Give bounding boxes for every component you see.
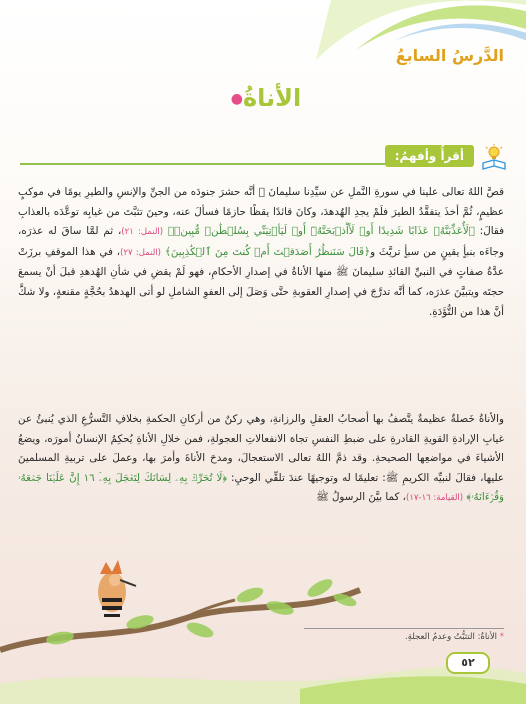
- ref-al-qiyamah: (القيامة: ١٦-١٧): [406, 493, 464, 504]
- lesson-label: الدَّرسُ السابعُ: [395, 46, 504, 65]
- ref-an-naml-27: (النمل: ٢٧): [120, 247, 161, 258]
- p1-line-3: وكانَ قائدًا يقظًا حازمًا فسألَ عنه، وحينَ تثبَّتَ من غيابِه توعَّدَه بالعذابِ فقالَ:: [18, 205, 505, 238]
- title-text: الأناةُ: [242, 84, 302, 112]
- p1-line-2: الجنِّ والإنسِ والطيرِ يومًا في موكبٍ عظيمٍ، ثُمَّ أخذَ يتفقَّدُ الطيرَ فلَمْ يجدِ الهُدهدَ،: [18, 186, 504, 218]
- section-label: أقرأُ وأفهمُ:: [385, 145, 474, 167]
- p1-line-7: الأحكامِ، فهو لَمْ يقضِ في شأنِ الهُدهدِ قبلَ أنْ يسمعَ حجتَه ويتبيَّنَ عذرَه، كما أنَّه: [18, 266, 504, 298]
- p2-line-4: مواضعِها الصحيحةِ. وقد ذمَّ اللهُ تعالى الاستعجالَ، ومدحَ الأناةَ وأمرَ بها، وعملَ على: [89, 452, 453, 465]
- p2-line-2: الحكمةِ بخلافِ التَّسرُّعِ الذي يُنبئُ عن غيابِ الإرادةِ القويةِ القادرةِ على ضبطِ النفسِ: [18, 413, 505, 445]
- p2-line-6: ، كما بيَّنَ الرسولُ ﷺ: [316, 491, 407, 504]
- ayah-an-naml-27: ﴿قَالَ سَنَنظُرُ أَصَدَقۡتَ أَمۡ كُنتَ مِنَ ٱلۡكَٰذِبِينَ﴾: [164, 245, 371, 258]
- paragraph-2: [18, 410, 504, 509]
- footnote-divider: [304, 628, 504, 629]
- p1-line-4: ، ثم لمَّا ساقَ له: [48, 225, 122, 238]
- footnote-star: *: [499, 632, 504, 642]
- hoopoe-bird: [98, 560, 136, 617]
- p1-line-6: هذا الموقفِ برزَتْ عدَّةُ صفاتٍ في النبيِّ القائدِ سليمانَ ﷺ منها الأناةُ في إصدارِ: [18, 245, 505, 279]
- p1-line-1: قصَّ اللهُ تعالى علينا في سورةِ النَّملِ عن سيِّدِنا سليمانَ ﷺ أنَّه حشرَ جنودَه من: [173, 186, 505, 198]
- title-star-icon: ●: [230, 91, 243, 107]
- footnote: [405, 632, 504, 642]
- book-lightbulb-icon: [480, 143, 508, 171]
- page-number: ٥٢: [446, 652, 490, 674]
- p2-line-1: والأناةُ خَصلةٌ عظيمةٌ يتَّصفُ بها أصحابُ العقلِ والرزانةِ، وهي ركنٌ من أركانِ: [179, 413, 504, 425]
- p2-line-3: تجاهَ الانفعالاتِ العجولةِ، فمن خلالِ الأناةِ يُحكِمُ الإنسانُ أمورَه، ويضعُ الأشياءَ في: [18, 432, 504, 465]
- ayah-an-naml-21: ﴿لَأُعَذِّبَنَّهُۥ عَذَابًا شَدِيدًا أَوۡ لَأَاْذۡبَحَنَّهُۥٓ أَوۡ لَيَأۡتِيَنِّي بِسُلۡطَٰنٖ مُّبِينٖ﴾: [168, 225, 475, 238]
- p1-line-5: عذرَه، وجاءَه بنبأٍ يقينٍ من سبأٍ تريَّثَ و: [18, 225, 505, 258]
- page-number-badge: [434, 650, 504, 672]
- p1-line-5b: ، في: [99, 245, 121, 258]
- p2-line-5: تربيةِ المسلمينَ عليها، فقالَ لنبيِّه الكريمِ ﷺ: تعليمًا له وتوجيهًا عندَ تلقِّي الوحيِ:: [18, 452, 505, 484]
- paragraph-1: [18, 183, 504, 322]
- section-header: [20, 143, 508, 171]
- p1-line-8: تدرَّجَ في إصدارِ العقوبةِ حتَّى وَصَلَ إلى العفوِ الشاملِ لو أتى الهدهدُ بحُجَّةٍ مقنعةٍ،: [52, 285, 391, 298]
- page-title: [0, 84, 526, 112]
- ref-an-naml-21: (النمل: ٢١): [121, 227, 164, 238]
- p1-line-9: ولا شكَّ أنَّ هذا من التُّؤَدَةِ.: [18, 285, 504, 318]
- ayah-al-qiyamah: ﴿لَا تُحَرِّكۡ بِهِۦ لِسَانَكَ لِتَعۡجَلَ بِهِۦٓ ١٦ إِنَّ عَلَيۡنَا جَمۡعَهُۥ وَقُرۡءَانَهُۥ﴾: [18, 471, 504, 504]
- footnote-text: الأناةُ: التثبُّتُ وعدمُ العجلةِ.: [404, 632, 498, 642]
